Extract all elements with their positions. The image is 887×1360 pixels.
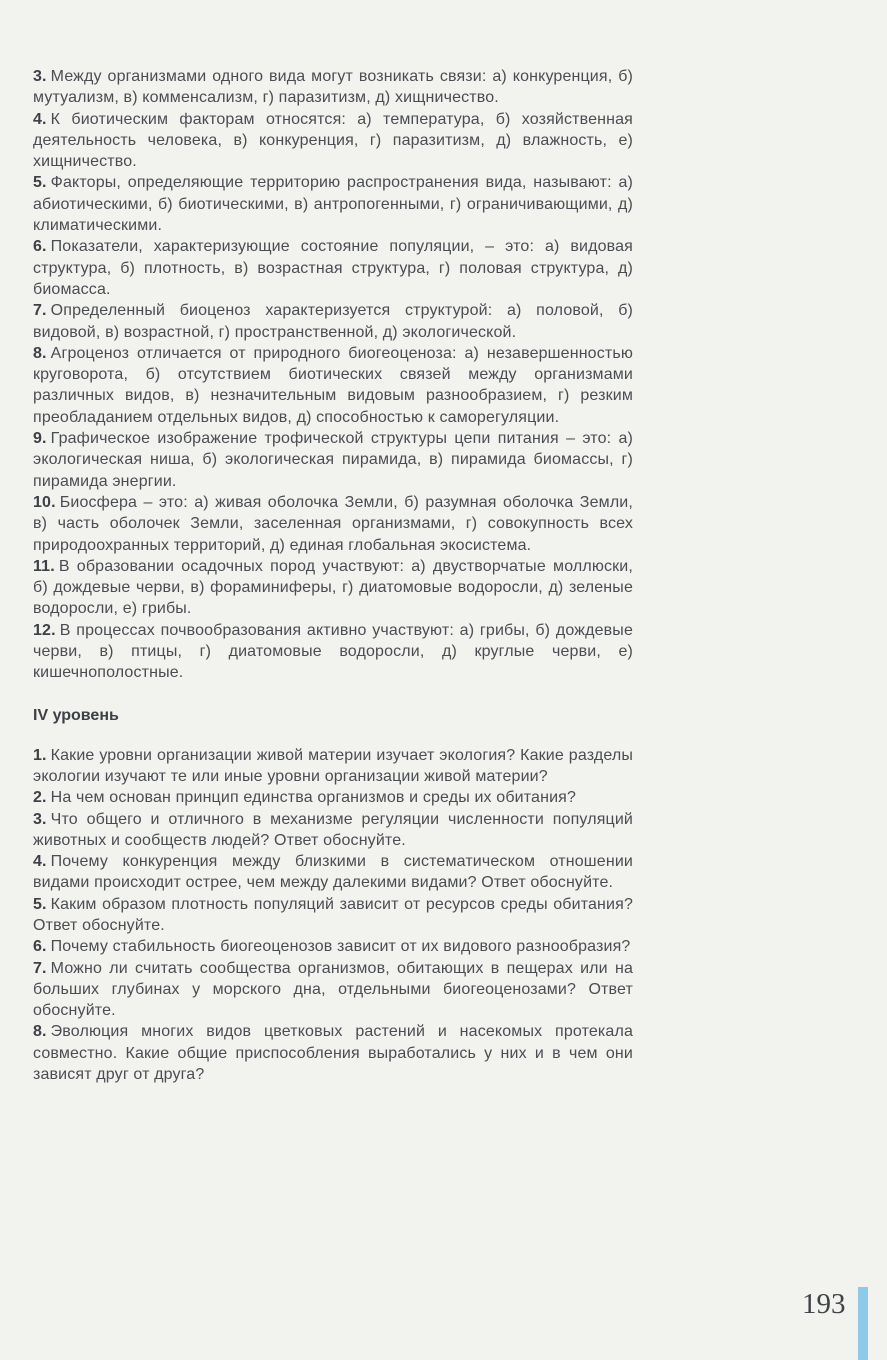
question-item bbox=[33, 172, 633, 236]
question-text: Можно ли считать сообщества организмов, обитающих в пещерах или на больших глубинах у морского дна, отдельными биогеоценозами? Ответ обоснуйте. bbox=[33, 959, 633, 1020]
question-number: 3. bbox=[33, 810, 47, 828]
question-text: Факторы, определяющие территорию распространения вида, называют: а) абиотическими, б) биотическими, в) антропогенными, г) ограничивающими, д) климатическими. bbox=[33, 174, 633, 235]
question-text: Биосфера – это: а) живая оболочка Земли, б) разумная оболочка Земли, в) часть оболочек Земли, заселенная организмами, г) совокупность всех природоохранных территорий, д) единая глобальная экосистема. bbox=[33, 493, 633, 554]
question-number: 12. bbox=[33, 621, 56, 639]
question-number: 7. bbox=[33, 302, 47, 320]
question-item bbox=[33, 787, 633, 808]
page-content bbox=[33, 66, 633, 1085]
question-text: Показатели, характеризующие состояние популяции, – это: а) видовая структура, б) плотность, в) возрастная структура, г) половая структура, д) биомасса. bbox=[33, 238, 633, 298]
question-number: 4. bbox=[33, 110, 47, 128]
level4-question-list bbox=[33, 745, 633, 1086]
question-number: 7. bbox=[33, 959, 47, 977]
question-text: Между организмами одного вида могут возникать связи: а) конкуренция, б) мутуализм, в) комменсализм, г) паразитизм, д) хищничество. bbox=[33, 68, 633, 107]
question-text: Графическое изображение трофической структуры цепи питания – это: а) экологическая ниша, б) экологическая пирамида, в) пирамида биомассы, г) пирамида энергии. bbox=[33, 430, 633, 490]
question-text: Почему конкуренция между близкими в систематическом отношении видами происходит острее, чем между далекими видами? Ответ обоснуйте. bbox=[33, 853, 633, 892]
question-number: 6. bbox=[33, 938, 47, 956]
question-number: 1. bbox=[33, 746, 47, 764]
question-text: В процессах почвообразования активно участвуют: а) грибы, б) дождевые черви, в) птицы, г) диатомовые водоросли, д) круглые черви, е) кишечнополостные. bbox=[33, 621, 633, 682]
question-text: Каким образом плотность популяций зависит от ресурсов среды обитания? Ответ обоснуйте. bbox=[33, 895, 633, 934]
question-item bbox=[33, 236, 633, 300]
question-number: 10. bbox=[33, 493, 56, 511]
question-number: 3. bbox=[33, 68, 47, 85]
question-number: 9. bbox=[33, 430, 47, 448]
section-title: IV уровень bbox=[33, 706, 119, 724]
question-item bbox=[33, 1021, 633, 1085]
question-item bbox=[33, 492, 633, 556]
question-item bbox=[33, 851, 633, 894]
question-text: Эволюция многих видов цветковых растений и насекомых протекала совместно. Какие общие приспособления выработались у них и в чем они зависят друг от друга? bbox=[33, 1023, 633, 1084]
page-number: 193 bbox=[802, 1288, 846, 1320]
question-item bbox=[33, 343, 633, 428]
question-number: 11. bbox=[33, 557, 55, 575]
level3-question-list bbox=[33, 66, 633, 684]
question-number: 4. bbox=[33, 853, 47, 871]
question-item bbox=[33, 958, 633, 1022]
question-text: Почему стабильность биогеоценозов зависит от их видового разнообразия? bbox=[50, 938, 631, 956]
question-item bbox=[33, 300, 633, 343]
question-text: Агроценоз отличается от природного биогеоценоза: а) незавершенностью круговорота, б) отсутствием биотических связей между организмами различных видов, в) незначительным видовым разнообразием, г) резким преобладанием отдельных видов, д) способностью к саморегуляции. bbox=[33, 344, 633, 426]
question-item bbox=[33, 556, 633, 620]
question-text: К биотическим факторам относятся: а) температура, б) хозяйственная деятельность человека, в) конкуренция, г) паразитизм, д) влажность, е) хищничество. bbox=[33, 110, 633, 171]
question-text: Что общего и отличного в механизме регуляции численности популяций животных и сообществ людей? Ответ обоснуйте. bbox=[33, 810, 633, 849]
question-text: В образовании осадочных пород участвуют: а) двустворчатые моллюски, б) дождевые черви, в) фораминиферы, г) диатомовые водоросли, д) зеленые водоросли, е) грибы. bbox=[33, 557, 633, 618]
question-text: На чем основан принцип единства организмов и среды их обитания? bbox=[50, 789, 577, 807]
question-item bbox=[33, 109, 633, 173]
question-number: 2. bbox=[33, 789, 47, 807]
question-item bbox=[33, 428, 633, 492]
question-text: Определенный биоценоз характеризуется структурой: а) половой, б) видовой, в) возрастной, г) пространственной, д) экологической. bbox=[33, 302, 633, 341]
question-item bbox=[33, 894, 633, 937]
question-number: 6. bbox=[33, 238, 47, 256]
question-item bbox=[33, 745, 633, 788]
question-item bbox=[33, 936, 633, 957]
question-number: 8. bbox=[33, 1023, 47, 1041]
question-item bbox=[33, 809, 633, 852]
question-item bbox=[33, 620, 633, 684]
accent-bar bbox=[858, 1287, 868, 1360]
question-text: Какие уровни организации живой материи изучает экология? Какие разделы экологии изучают те или иные уровни организации живой материи? bbox=[33, 746, 633, 785]
question-number: 5. bbox=[33, 895, 47, 913]
question-number: 5. bbox=[33, 174, 47, 192]
question-item bbox=[33, 66, 633, 109]
question-number: 8. bbox=[33, 344, 47, 362]
